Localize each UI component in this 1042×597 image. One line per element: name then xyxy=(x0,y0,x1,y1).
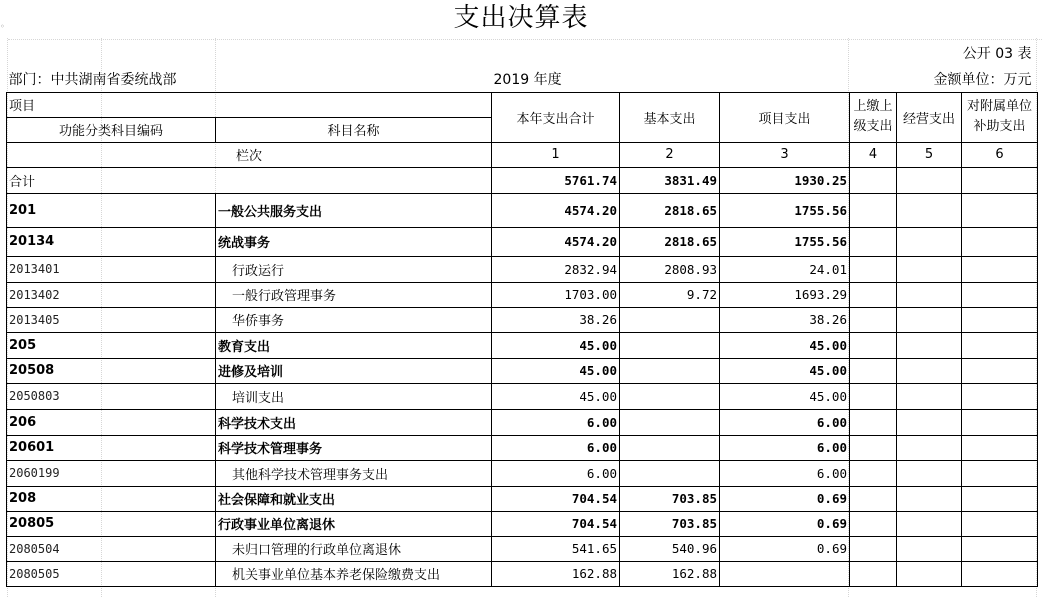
table-row xyxy=(7,460,1038,486)
empty-cell xyxy=(962,409,1038,435)
row-name: 机关事业单位基本养老保险缴费支出 xyxy=(216,561,492,586)
row-total: 6.00 xyxy=(492,409,620,435)
table-row xyxy=(7,227,1038,256)
empty-cell xyxy=(850,409,897,435)
row-total: 4574.20 xyxy=(492,193,620,227)
row-code: 205 xyxy=(7,332,216,358)
empty-cell xyxy=(897,383,962,409)
empty-cell xyxy=(962,307,1038,332)
total-basic: 3831.49 xyxy=(620,167,720,193)
row-name: 一般公共服务支出 xyxy=(216,193,492,227)
row-name: 其他科学技术管理事务支出 xyxy=(216,460,492,486)
empty-cell xyxy=(962,256,1038,282)
row-name: 统战事务 xyxy=(216,227,492,256)
table-row xyxy=(7,435,1038,460)
total-amount: 5761.74 xyxy=(492,167,620,193)
empty-cell xyxy=(897,256,962,282)
row-total: 704.54 xyxy=(492,511,620,536)
row-name: 科学技术管理事务 xyxy=(216,435,492,460)
empty-cell xyxy=(850,332,897,358)
row-name: 华侨事务 xyxy=(216,307,492,332)
empty-cell xyxy=(850,227,897,256)
row-basic: 703.85 xyxy=(620,486,720,511)
empty-cell xyxy=(850,435,897,460)
expenditure-table xyxy=(6,40,1038,587)
row-name: 培训支出 xyxy=(216,383,492,409)
unit-label: 金额单位：万元 xyxy=(933,71,1032,88)
col-num: 3 xyxy=(720,142,850,167)
department-label: 部门：中共湖南省委统战部 xyxy=(8,71,177,88)
empty-cell xyxy=(850,486,897,511)
row-code: 2060199 xyxy=(7,460,216,486)
row-basic: 540.96 xyxy=(620,536,720,561)
row-code: 2013402 xyxy=(7,282,216,307)
header-row-label: 栏次 xyxy=(7,142,492,167)
col-num: 1 xyxy=(492,142,620,167)
row-project: 24.01 xyxy=(720,256,850,282)
row-code: 2050803 xyxy=(7,383,216,409)
row-project: 0.69 xyxy=(720,536,850,561)
row-project: 1755.56 xyxy=(720,193,850,227)
table-row xyxy=(7,193,1038,227)
empty-cell xyxy=(897,227,962,256)
row-basic: 703.85 xyxy=(620,511,720,536)
header-func-code: 功能分类科目编码 xyxy=(7,117,216,142)
table-row xyxy=(7,307,1038,332)
row-project: 6.00 xyxy=(720,409,850,435)
row-project: 45.00 xyxy=(720,383,850,409)
empty-cell xyxy=(850,460,897,486)
row-code: 20805 xyxy=(7,511,216,536)
empty-cell xyxy=(850,561,897,586)
empty-cell xyxy=(962,282,1038,307)
empty-cell xyxy=(962,511,1038,536)
table-row xyxy=(7,383,1038,409)
empty-cell xyxy=(962,435,1038,460)
row-project: 6.00 xyxy=(720,460,850,486)
table-row xyxy=(7,409,1038,435)
header-item: 项目 xyxy=(7,92,492,117)
row-name: 科学技术支出 xyxy=(216,409,492,435)
header-business: 经营支出 xyxy=(897,92,962,142)
empty-cell xyxy=(897,536,962,561)
row-project: 45.00 xyxy=(720,358,850,383)
header-subsidy: 对附属单位补助支出 xyxy=(962,92,1038,142)
row-basic xyxy=(620,460,720,486)
empty-cell xyxy=(850,282,897,307)
empty-cell xyxy=(962,486,1038,511)
cell-marker-icon: ◦ xyxy=(0,22,5,31)
row-name: 教育支出 xyxy=(216,332,492,358)
row-total: 38.26 xyxy=(492,307,620,332)
row-name: 一般行政管理事务 xyxy=(216,282,492,307)
total-label: 合计 xyxy=(7,167,492,193)
empty-cell xyxy=(962,460,1038,486)
row-name: 行政事业单位离退休 xyxy=(216,511,492,536)
empty-cell xyxy=(897,358,962,383)
table-row xyxy=(7,561,1038,586)
row-name: 未归口管理的行政单位离退休 xyxy=(216,536,492,561)
total-row xyxy=(7,167,1038,193)
row-code: 20601 xyxy=(7,435,216,460)
table-id: 公开 03 表 xyxy=(962,46,1032,62)
row-basic: 9.72 xyxy=(620,282,720,307)
row-basic: 2818.65 xyxy=(620,227,720,256)
row-code: 2080505 xyxy=(7,561,216,586)
table-row xyxy=(7,536,1038,561)
row-basic: 162.88 xyxy=(620,561,720,586)
row-project: 38.26 xyxy=(720,307,850,332)
row-basic: 2808.93 xyxy=(620,256,720,282)
header-total: 本年支出合计 xyxy=(492,92,620,142)
empty-cell xyxy=(962,383,1038,409)
empty-cell xyxy=(850,256,897,282)
page-title: 支出决算表 xyxy=(453,3,589,33)
empty-cell xyxy=(897,307,962,332)
row-basic xyxy=(620,409,720,435)
empty-cell xyxy=(962,332,1038,358)
row-project: 1755.56 xyxy=(720,227,850,256)
table-row xyxy=(7,256,1038,282)
row-code: 208 xyxy=(7,486,216,511)
empty-cell xyxy=(897,486,962,511)
row-basic xyxy=(620,332,720,358)
row-total: 6.00 xyxy=(492,435,620,460)
row-basic xyxy=(620,358,720,383)
row-total: 162.88 xyxy=(492,561,620,586)
row-code: 20508 xyxy=(7,358,216,383)
table-row xyxy=(7,511,1038,536)
empty-cell xyxy=(897,511,962,536)
empty-cell xyxy=(897,409,962,435)
row-code: 201 xyxy=(7,193,216,227)
col-num: 2 xyxy=(620,142,720,167)
row-total: 45.00 xyxy=(492,358,620,383)
col-num: 5 xyxy=(897,142,962,167)
header-project: 项目支出 xyxy=(720,92,850,142)
empty-cell xyxy=(962,561,1038,586)
row-name: 进修及培训 xyxy=(216,358,492,383)
empty-cell xyxy=(897,193,962,227)
empty-cell xyxy=(897,332,962,358)
row-code: 2080504 xyxy=(7,536,216,561)
row-total: 2832.94 xyxy=(492,256,620,282)
empty-cell xyxy=(962,536,1038,561)
row-project xyxy=(720,561,850,586)
row-total: 6.00 xyxy=(492,460,620,486)
empty-cell xyxy=(897,435,962,460)
row-basic xyxy=(620,435,720,460)
row-code: 206 xyxy=(7,409,216,435)
row-total: 1703.00 xyxy=(492,282,620,307)
row-total: 704.54 xyxy=(492,486,620,511)
row-project: 0.69 xyxy=(720,486,850,511)
table-row xyxy=(7,332,1038,358)
row-basic xyxy=(620,307,720,332)
empty-cell xyxy=(897,282,962,307)
empty-cell xyxy=(962,227,1038,256)
table-row xyxy=(7,358,1038,383)
header-subject-name: 科目名称 xyxy=(216,117,492,142)
row-total: 45.00 xyxy=(492,332,620,358)
table-row xyxy=(7,486,1038,511)
row-basic: 2818.65 xyxy=(620,193,720,227)
row-total: 4574.20 xyxy=(492,227,620,256)
row-total: 45.00 xyxy=(492,383,620,409)
header-upper: 上缴上级支出 xyxy=(850,92,897,142)
header-basic: 基本支出 xyxy=(620,92,720,142)
row-project: 6.00 xyxy=(720,435,850,460)
row-basic xyxy=(620,383,720,409)
empty-cell xyxy=(962,358,1038,383)
empty-cell xyxy=(850,511,897,536)
empty-cell xyxy=(850,536,897,561)
empty-cell xyxy=(897,561,962,586)
empty-cell xyxy=(850,383,897,409)
table-row xyxy=(7,282,1038,307)
total-project: 1930.25 xyxy=(720,167,850,193)
empty-cell xyxy=(850,358,897,383)
year-label: 2019 年度 xyxy=(493,71,562,88)
col-num: 4 xyxy=(850,142,897,167)
row-code: 2013405 xyxy=(7,307,216,332)
row-code: 20134 xyxy=(7,227,216,256)
row-name: 行政运行 xyxy=(216,256,492,282)
row-code: 2013401 xyxy=(7,256,216,282)
empty-cell xyxy=(897,460,962,486)
row-project: 0.69 xyxy=(720,511,850,536)
empty-cell xyxy=(850,307,897,332)
empty-cell xyxy=(962,193,1038,227)
col-num: 6 xyxy=(962,142,1038,167)
row-name: 社会保障和就业支出 xyxy=(216,486,492,511)
empty-cell xyxy=(850,193,897,227)
row-project: 45.00 xyxy=(720,332,850,358)
row-total: 541.65 xyxy=(492,536,620,561)
row-project: 1693.29 xyxy=(720,282,850,307)
